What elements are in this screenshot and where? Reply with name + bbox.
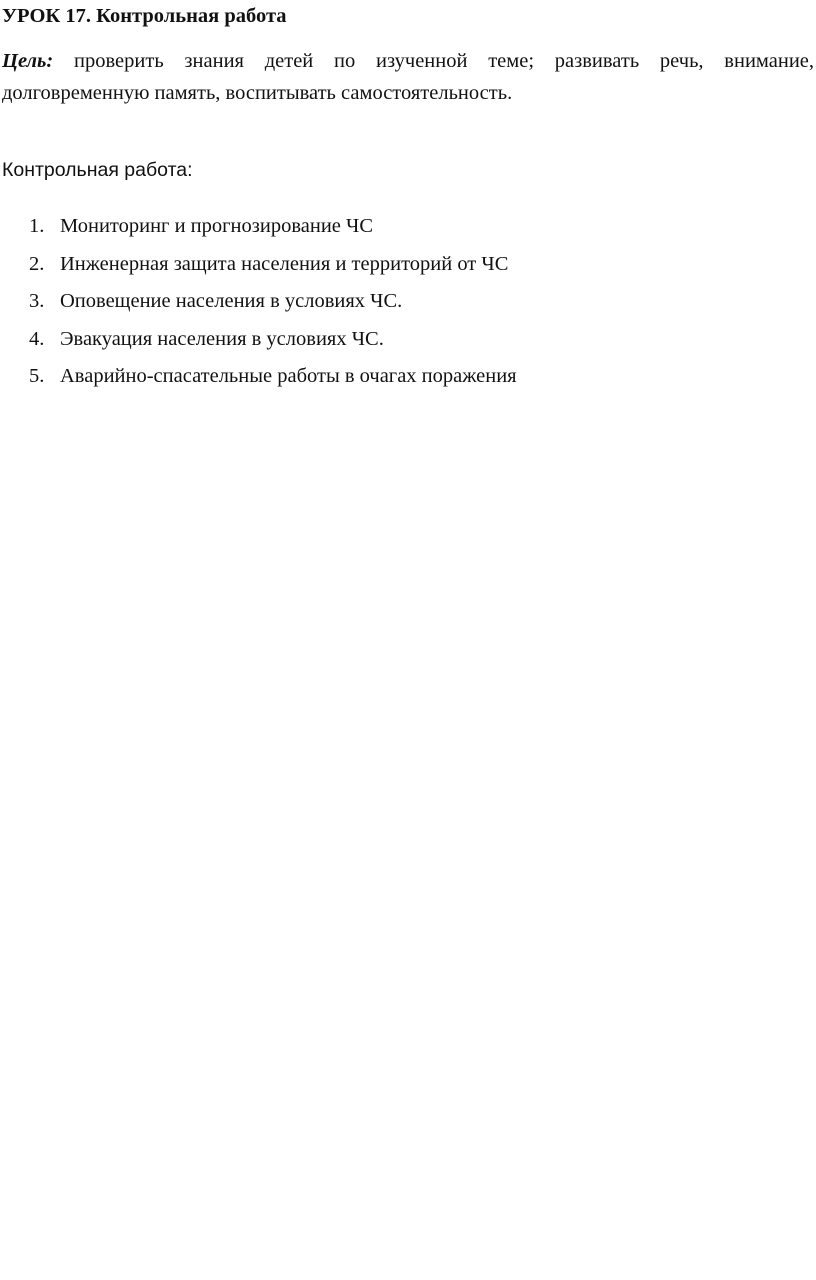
goal-text: проверить знания детей по изученной теме; развивать речь, внимание, долговременную память, воспитывать самостоятельность. [2, 50, 815, 104]
lesson-title: УРОК 17. Контрольная работа [2, 5, 287, 27]
list-item-text: Мониторинг и прогнозирование ЧС [60, 215, 374, 237]
list-item-text: Оповещение населения в условиях ЧС. [60, 290, 403, 312]
list-item-number: 1. [29, 215, 45, 237]
list-item-number: 4. [29, 327, 45, 350]
list-item-number: 2. [29, 252, 45, 275]
goal-paragraph [2, 45, 814, 109]
test-intro: Контрольная работа: [2, 159, 193, 181]
list-item-text: Аварийно-спасательные работы в очагах поражения [60, 365, 517, 387]
list-item-number: 5. [29, 365, 45, 387]
list-item-text: Инженерная защита населения и территорий от ЧС [60, 252, 509, 275]
list-item-number: 3. [29, 290, 45, 312]
goal-label: Цель: [2, 50, 54, 72]
list-item-text: Эвакуация населения в условиях ЧС. [60, 327, 384, 350]
